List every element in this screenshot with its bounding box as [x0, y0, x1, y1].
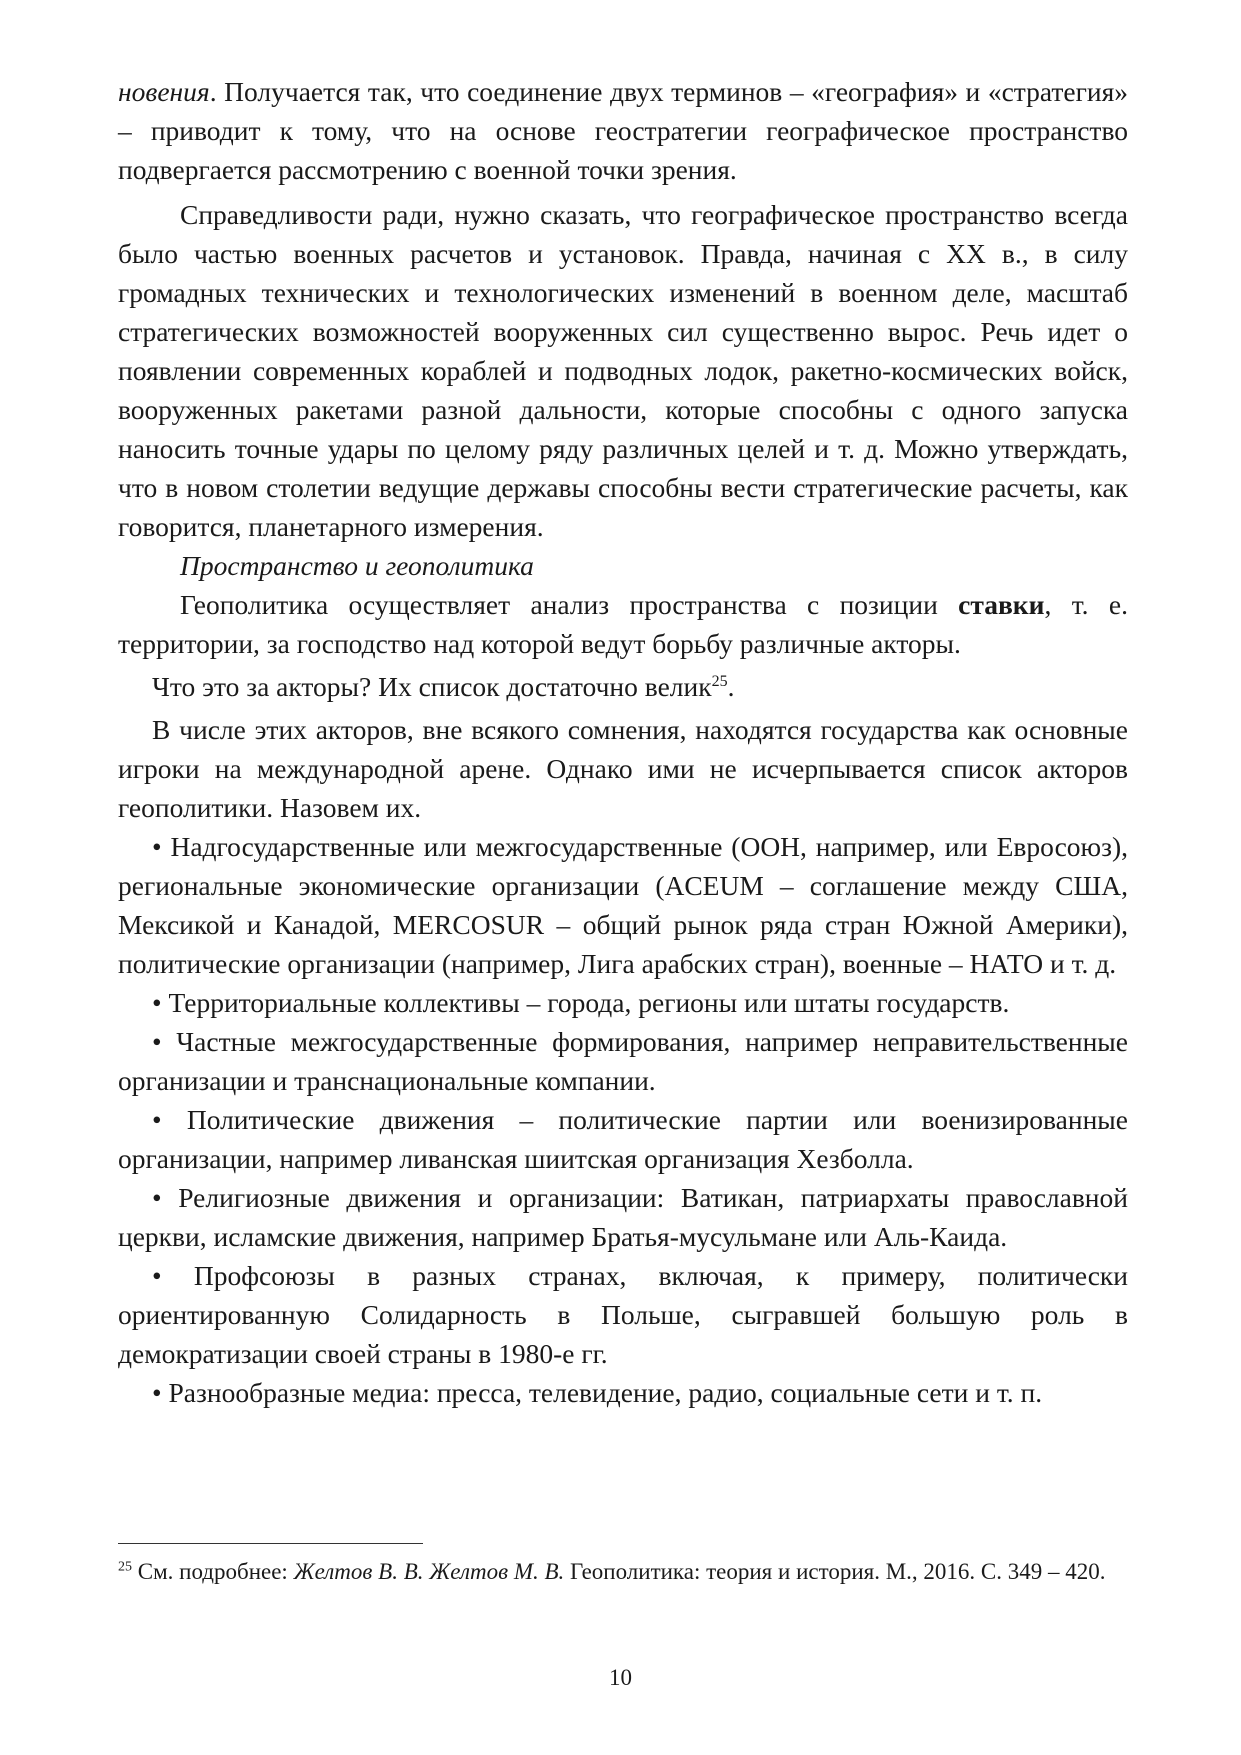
footnote-prefix: См. подробнее:: [137, 1559, 294, 1584]
paragraph-3-text-before: Геополитика осуществляет анализ пространства с позиции: [180, 589, 959, 620]
footnote-citation: Геополитика: теория и история. М., 2016. С. 349 – 420.: [564, 1559, 1106, 1584]
footnote: [118, 1556, 1128, 1588]
paragraph-3: [118, 585, 1128, 663]
section-heading: Пространство и геополитика: [180, 550, 534, 581]
paragraph-4-text: Что это за акторы? Их список достаточно велик: [152, 671, 712, 702]
footnote-reference[interactable]: 25: [711, 672, 728, 690]
bullet-item-3: • Частные межгосударственные формирования, например неправительственные организации и транснациональные компании.: [118, 1026, 1128, 1096]
footnote-separator: [118, 1543, 423, 1544]
paragraph-3-text-after: , т. е. территории, за господство над которой ведут борьбу различные акторы.: [118, 589, 1128, 659]
paragraph-2: Справедливости ради, нужно сказать, что географическое пространство всегда было частью военных расчетов и установок. Правда, начиная с XX в., в силу громадных технических и технологических изменений в военном деле, масштаб стратегических возможностей вооруженных сил существенно вырос. Речь идет о появлении современных кораблей и подводных лодок, ракетно-космических войск, вооруженных ракетами разной дальности, которые способны с одного запуска наносить точные удары по целому ряду различных целей и т. д. Можно утверждать, что в новом столетии ведущие державы способны вести стратегические расчеты, как говорится, планетарного измерения.: [118, 199, 1128, 542]
paragraph-3-bold-term: ставки: [958, 589, 1045, 620]
footnote-authors: Желтов В. В. Желтов М. В.: [293, 1559, 565, 1584]
paragraph-1-italic-lead: новения: [118, 76, 210, 107]
bullet-item-6: • Профсоюзы в разных странах, включая, к примеру, политически ориентированную Солидарность в Польше, сыгравшей большую роль в демократизации своей страны в 1980-е гг.: [118, 1260, 1128, 1369]
footnote-number: 25: [118, 1559, 132, 1575]
page-number: 10: [609, 1665, 632, 1690]
paragraph-5: В числе этих акторов, вне всякого сомнения, находятся государства как основные игроки на международной арене. Однако ими не исчерпывается список акторов геополитики. Назовем их.: [118, 714, 1128, 823]
bullet-item-4: • Политические движения – политические партии или военизированные организации, например ливанская шиитская организация Хезболла.: [118, 1104, 1128, 1174]
bullet-item-5: • Религиозные движения и организации: Ватикан, патриархаты православной церкви, исламские движения, например Братья-мусульмане или Аль-Каида.: [118, 1182, 1128, 1252]
paragraph-4: [118, 667, 1128, 706]
paragraph-1: [118, 72, 1128, 189]
paragraph-1-text: . Получается так, что соединение двух терминов – «география» и «стратегия» – приводит к тому, что на основе геостратегии географическое пространство подвергается рассмотрению с военной точки зрения.: [118, 76, 1128, 185]
bullet-item-2: • Территориальные коллективы – города, регионы или штаты государств.: [152, 987, 1010, 1018]
bullet-item-1: • Надгосударственные или межгосударственные (ООН, например, или Евросоюз), региональные экономические организации (ACEUM – соглашение между США, Мексикой и Канадой, MERCOSUR – общий рынок ряда стран Южной Америки), политические организации (например, Лига арабских стран), военные – НАТО и т. д.: [118, 831, 1128, 979]
paragraph-4-end: .: [727, 671, 735, 702]
page-body: [118, 72, 1128, 1412]
bullet-item-7: • Разнообразные медиа: пресса, телевидение, радио, социальные сети и т. п.: [152, 1377, 1043, 1408]
